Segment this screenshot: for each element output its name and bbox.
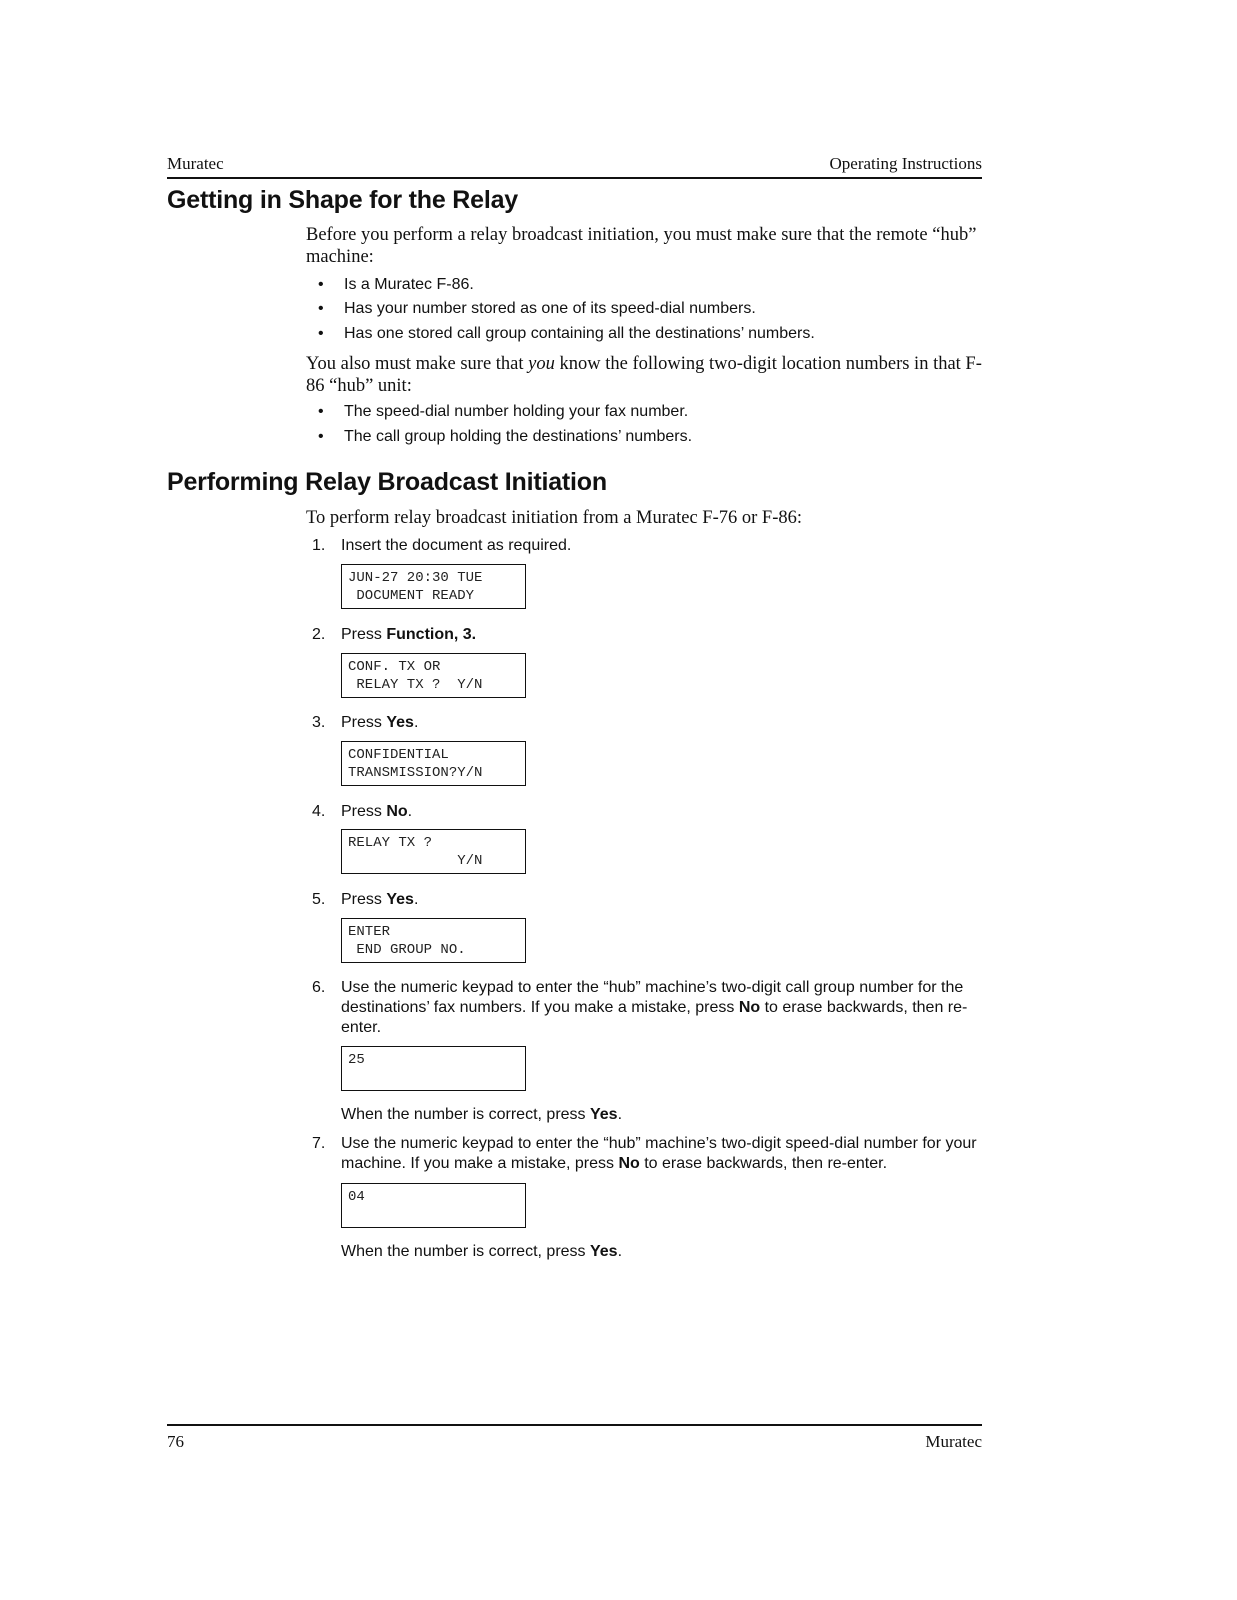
- lcd-display-7: 04: [341, 1183, 526, 1228]
- footer-rule: [167, 1424, 982, 1426]
- bullet-item: • Is a Muratec F-86.: [318, 276, 474, 293]
- header-rule: [167, 177, 982, 179]
- page-number: 76: [167, 1432, 184, 1451]
- step-7-followup: When the number is correct, press Yes.: [341, 1243, 623, 1260]
- step-6: 6. Use the numeric keypad to enter the “hub” machine’s two-digit call group number for the destinations’ fax numbers. If you make a mistake, press No to erase backwards, then re-enter.: [312, 979, 968, 1036]
- lcd-display-4: RELAY TX ? Y/N: [341, 829, 526, 874]
- step-7: 7. Use the numeric keypad to enter the “hub” machine’s two-digit speed-dial number for your machine. If you make a mistake, press No to erase backwards, then re-enter.: [312, 1135, 977, 1172]
- step-1: 1. Insert the document as required.: [312, 537, 572, 554]
- step-2: 2. Press Function, 3.: [312, 626, 477, 643]
- step-3: 3. Press Yes.: [312, 714, 419, 731]
- step-4: 4. Press No.: [312, 803, 413, 820]
- section1-para2: You also must make sure that you know the following two-digit location numbers in that F-86 “hub” unit:: [306, 354, 982, 396]
- step-6-followup: When the number is correct, press Yes.: [341, 1106, 623, 1123]
- step-5: 5. Press Yes.: [312, 891, 419, 908]
- bullet-item: • The speed-dial number holding your fax number.: [318, 403, 689, 420]
- lcd-display-2: CONF. TX OR RELAY TX ? Y/N: [341, 653, 526, 698]
- section1-intro: Before you perform a relay broadcast initiation, you must make sure that the remote “hub” machine:: [306, 225, 977, 267]
- section-title-getting-in-shape: Getting in Shape for the Relay: [167, 186, 518, 214]
- lcd-display-3: CONFIDENTIAL TRANSMISSION?Y/N: [341, 741, 526, 786]
- lcd-display-1: JUN-27 20:30 TUE DOCUMENT READY: [341, 564, 526, 609]
- lcd-display-5: ENTER END GROUP NO.: [341, 918, 526, 963]
- running-header-left: Muratec: [167, 154, 224, 173]
- bullet-item: • The call group holding the destinations’ numbers.: [318, 428, 693, 445]
- running-header-right: Operating Instructions: [829, 154, 982, 173]
- section-title-performing-relay: Performing Relay Broadcast Initiation: [167, 468, 607, 496]
- bullet-item: • Has one stored call group containing all the destinations’ numbers.: [318, 325, 815, 342]
- lcd-display-6: 25: [341, 1046, 526, 1091]
- bullet-item: • Has your number stored as one of its speed-dial numbers.: [318, 300, 756, 317]
- running-footer-right: Muratec: [925, 1432, 982, 1451]
- section2-intro: To perform relay broadcast initiation from a Muratec F-76 or F-86:: [306, 508, 803, 528]
